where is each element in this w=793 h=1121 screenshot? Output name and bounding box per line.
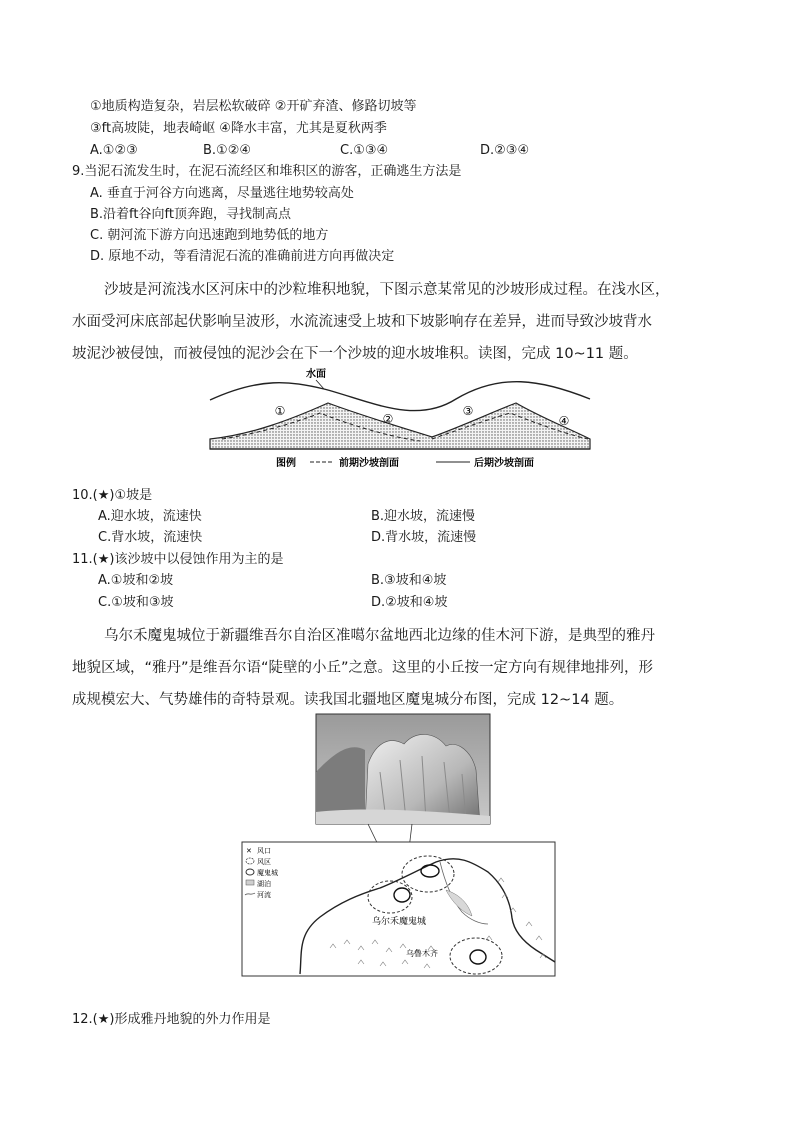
q8-option-c: C.①③④ (340, 143, 389, 158)
label-urumqi: 乌鲁木齐 (406, 949, 438, 958)
legend-ghost-city: 魔鬼城 (257, 869, 278, 877)
q10-option-c: C.背水坡，流速快 (98, 530, 203, 545)
passage2-line-2: 地貌区域，“雅丹”是维吾尔语“陡壁的小丘”之意。这里的小丘按一定方向有规律地排列，形 (72, 660, 654, 676)
q9-option-b: B.沿着ft谷向ft顶奔跑，寻找制高点 (90, 207, 291, 222)
q9-option-c: C. 朝河流下游方向迅速跑到地势低的地方 (90, 228, 329, 243)
legend-title: 图例 (276, 458, 296, 469)
water-surface-line (210, 382, 590, 411)
q8-option-d: D.②③④ (480, 143, 530, 158)
q8-option-b: B.①②④ (203, 143, 252, 158)
passage2-line-1: 乌尔禾魔鬼城位于新疆维吾尔自治区准噶尔盆地西北边缘的佳木河下游，是典型的雅丹 (104, 628, 655, 644)
yardang-photo (316, 714, 490, 824)
legend-wind-zone: 风区 (257, 858, 271, 866)
q11-stem: 11.(★)该沙坡中以侵蚀作用为主的是 (72, 552, 284, 567)
legend-lake-icon (246, 880, 254, 885)
passage1-line-3: 坡泥沙被侵蚀，而被侵蚀的泥沙会在下一个沙坡的迎水坡堆积。读图，完成 10~11 题。 (72, 346, 638, 362)
q9-option-a: A. 垂直于河谷方向逃离，尽量逃往地势较高处 (90, 186, 354, 201)
legend-wind-gap-icon: ✕ (246, 847, 252, 855)
legend-solid-label: 后期沙坡剖面 (474, 458, 534, 469)
passage2-line-3: 成规模宏大、气势雄伟的奇特景观。读我国北疆地区魔鬼城分布图，完成 12~14 题。 (72, 692, 624, 708)
yardang-figure (240, 712, 560, 978)
q10-option-b: B.迎水坡，流速慢 (371, 509, 476, 524)
q11-option-c: C.①坡和③坡 (98, 595, 174, 610)
q10-stem: 10.(★)①坡是 (72, 488, 153, 503)
marker-3: ③ (462, 404, 474, 418)
q11-option-b: B.③坡和④坡 (371, 573, 447, 588)
q11-option-a: A.①坡和②坡 (98, 573, 174, 588)
marker-1: ① (274, 404, 286, 418)
marker-2: ② (382, 412, 394, 426)
passage1-line-1: 沙坡是河流浅水区河床中的沙粒堆积地貌，下图示意某常见的沙坡形成过程。在浅水区， (104, 282, 670, 298)
q9-stem: 9.当泥石流发生时，在泥石流经区和堆积区的游客，正确逃生方法是 (72, 164, 462, 179)
legend-lake: 湖泊 (257, 880, 271, 888)
q8-option-a: A.①②③ (90, 143, 138, 158)
map-frame (242, 842, 555, 976)
label-urho-ghost-city: 乌尔禾魔鬼城 (372, 917, 427, 927)
sand-wave-diagram (200, 365, 600, 475)
water-surface-label: 水面 (306, 369, 326, 380)
q11-option-d: D.②坡和④坡 (371, 595, 448, 610)
q10-option-d: D.背水坡，流速慢 (371, 530, 477, 545)
q8-line-1: ①地质构造复杂，岩层松软破碎 ②开矿弃渣、修路切坡等 (90, 99, 417, 114)
passage1-line-2: 水面受河床底部起伏影响呈波形，水流流速受上坡和下坡影响存在差异，进而导致沙坡背水 (72, 314, 652, 330)
legend-dashed-label: 前期沙坡剖面 (339, 458, 399, 469)
q12-stem: 12.(★)形成雅丹地貌的外力作用是 (72, 1012, 271, 1027)
q10-option-a: A.迎水坡，流速快 (98, 509, 202, 524)
q9-option-d: D. 原地不动，等看清泥石流的准确前进方向再做决定 (90, 249, 395, 264)
marker-4: ④ (558, 414, 570, 428)
q8-line-2: ③ft高坡陡，地表崎岖 ④降水丰富，尤其是夏秋两季 (90, 121, 387, 136)
legend-river: 河流 (257, 891, 271, 899)
legend-wind-gap: 风口 (257, 847, 271, 855)
